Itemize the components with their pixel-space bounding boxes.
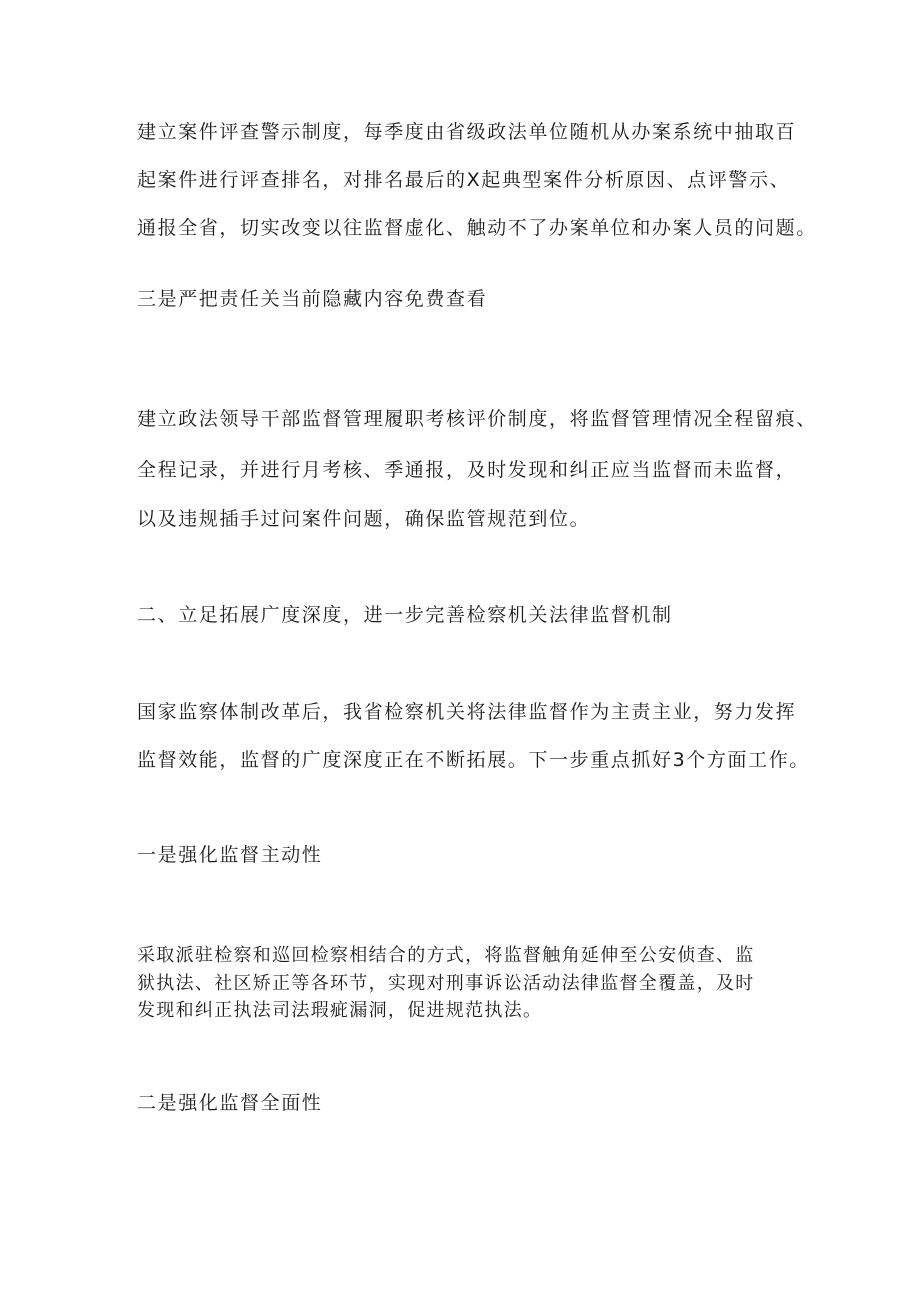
section-heading: 二是强化监督全面性 bbox=[137, 1092, 323, 1114]
paragraph-line: 通报全省，切实改变以往监督虚化、触动不了办案单位和办案人员的问题。 bbox=[137, 217, 817, 239]
section-heading: 三是严把责任关当前隐藏内容免费查看 bbox=[137, 288, 488, 310]
paragraph-line: 国家监察体制改革后，我省检察机关将法律监督作为主责主业，努力发挥 bbox=[137, 701, 797, 723]
paragraph-line: 以及违规插手过问案件问题，确保监管规范到位。 bbox=[137, 508, 591, 530]
paragraph-line: 狱执法、社区矫正等各环节，实现对刑事诉讼活动法律监督全覆盖，及时 bbox=[137, 973, 755, 994]
paragraph-line: 建立政法领导干部监督管理履职考核评价制度，将监督管理情况全程留痕、 bbox=[137, 408, 817, 430]
paragraph-line: 建立案件评查警示制度，每季度由省级政法单位随机从办案系统中抽取百 bbox=[137, 121, 797, 143]
paragraph-line: 发现和纠正执法司法瑕疵漏洞，促进规范执法。 bbox=[137, 1000, 543, 1021]
paragraph-line: 采取派驻检察和巡回检察相结合的方式，将监督触角延伸至公安侦查、监 bbox=[137, 945, 755, 966]
paragraph-line: 全程记录，并进行月考核、季通报，及时发现和纠正应当监督而未监督， bbox=[137, 459, 797, 481]
section-heading: 二、立足拓展广度深度，进一步完善检察机关法律监督机制 bbox=[137, 604, 673, 626]
section-heading: 一是强化监督主动性 bbox=[137, 844, 323, 866]
paragraph-line: 监督效能，监督的广度深度正在不断拓展。下一步重点抓好3个方面工作。 bbox=[137, 749, 810, 771]
paragraph-line: 起案件进行评查排名，对排名最后的X起典型案件分析原因、点评警示、 bbox=[137, 169, 791, 191]
